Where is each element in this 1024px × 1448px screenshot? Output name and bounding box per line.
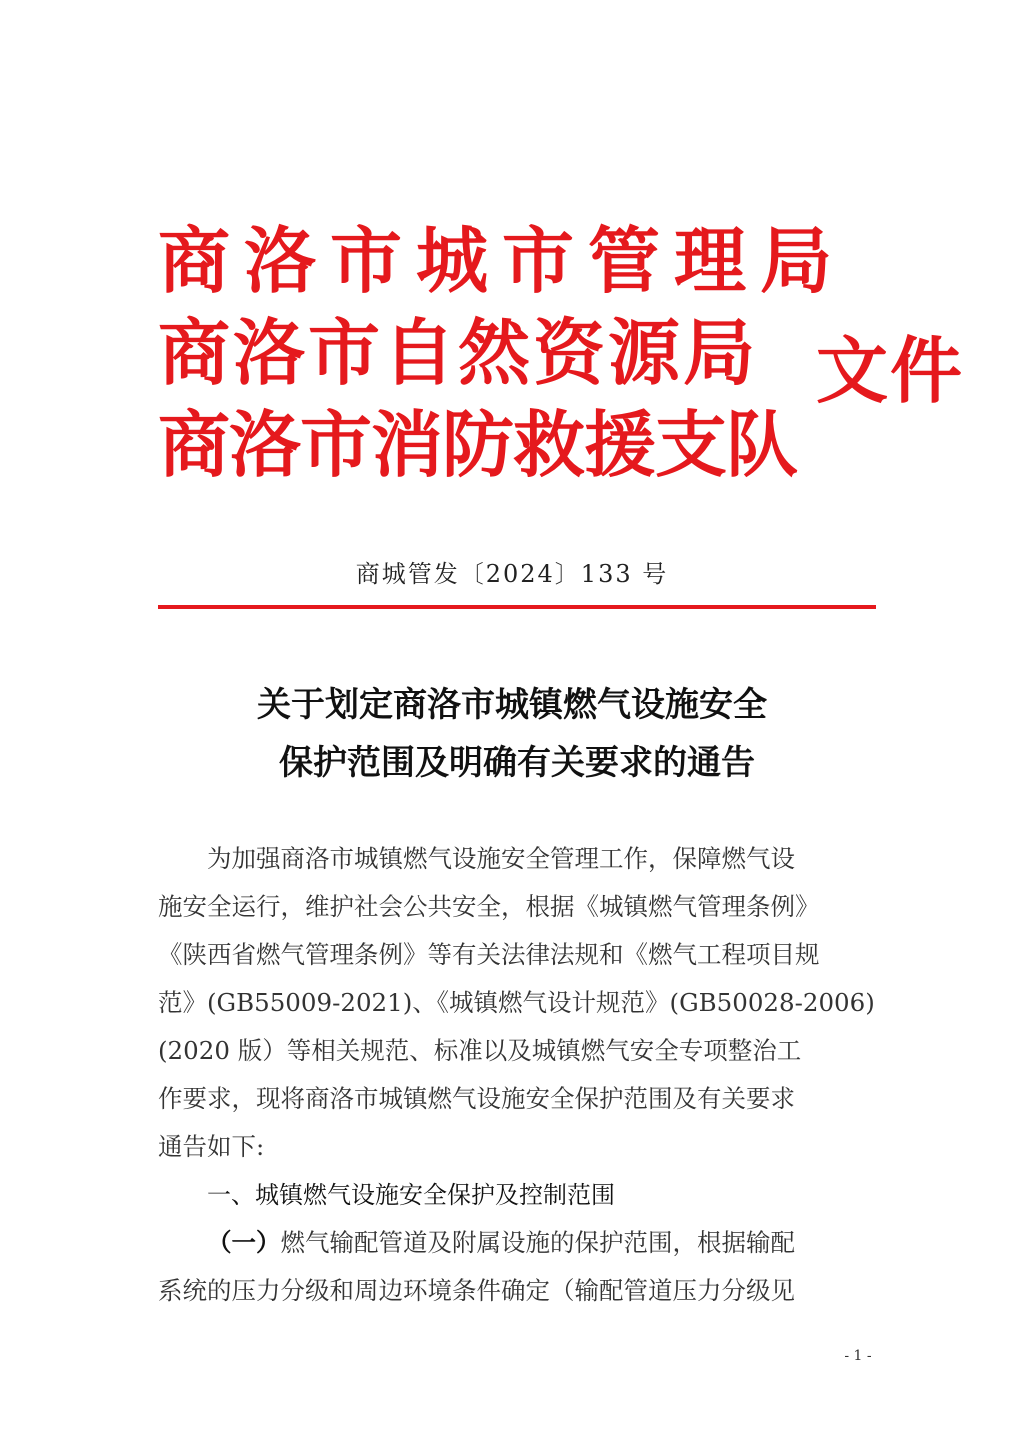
red-divider (158, 605, 876, 609)
subsection-line: 系统的压力分级和周边环境条件确定（输配管道压力分级见 (158, 1276, 795, 1305)
subsection-paragraph-1 (158, 1219, 870, 1315)
document-title (0, 676, 1024, 792)
document-number: 商城管发〔2024〕133 号 (355, 560, 669, 588)
document-body (158, 835, 875, 1315)
intro-line: 施安全运行，维护社会公共安全，根据《城镇燃气管理条例》 (158, 892, 820, 921)
issuer-line-3: 商洛市消防救援支队 (158, 402, 798, 487)
document-suffix: 文件 (816, 328, 965, 413)
intro-line: 为加强商洛市城镇燃气设施安全管理工作，保障燃气设 (207, 844, 795, 873)
intro-line: 《陕西省燃气管理条例》等有关法律法规和《燃气工程项目规 (158, 940, 820, 969)
intro-line: 通告如下: (158, 1132, 265, 1161)
intro-line: 范》(GB55009-2021)、《城镇燃气设计规范》(GB50028-2006) (158, 988, 875, 1017)
subsection-line (158, 1219, 870, 1267)
subsection-text: 燃气输配管道及附属设施的保护范围，根据输配 (280, 1228, 795, 1257)
intro-line: 作要求，现将商洛市城镇燃气设施安全保护范围及有关要求 (158, 1084, 795, 1113)
issuer-header (158, 215, 978, 515)
issuer-list (158, 215, 846, 491)
intro-paragraph (158, 835, 875, 1171)
intro-line: (2020 版）等相关规范、标准以及城镇燃气安全专项整治工 (158, 1036, 802, 1065)
page-number: - 1 - (844, 1348, 872, 1364)
title-line-1: 关于划定商洛市城镇燃气设施安全 (257, 685, 767, 725)
issuer-line-2: 商洛市自然资源局 (158, 310, 759, 395)
section-heading-1: 一、城镇燃气设施安全保护及控制范围 (207, 1181, 615, 1209)
subsection-label: （一） (207, 1228, 281, 1257)
issuer-line-1: 商洛市城市管理局 (158, 218, 847, 303)
title-line-2: 保护范围及明确有关要求的通告 (279, 743, 755, 783)
